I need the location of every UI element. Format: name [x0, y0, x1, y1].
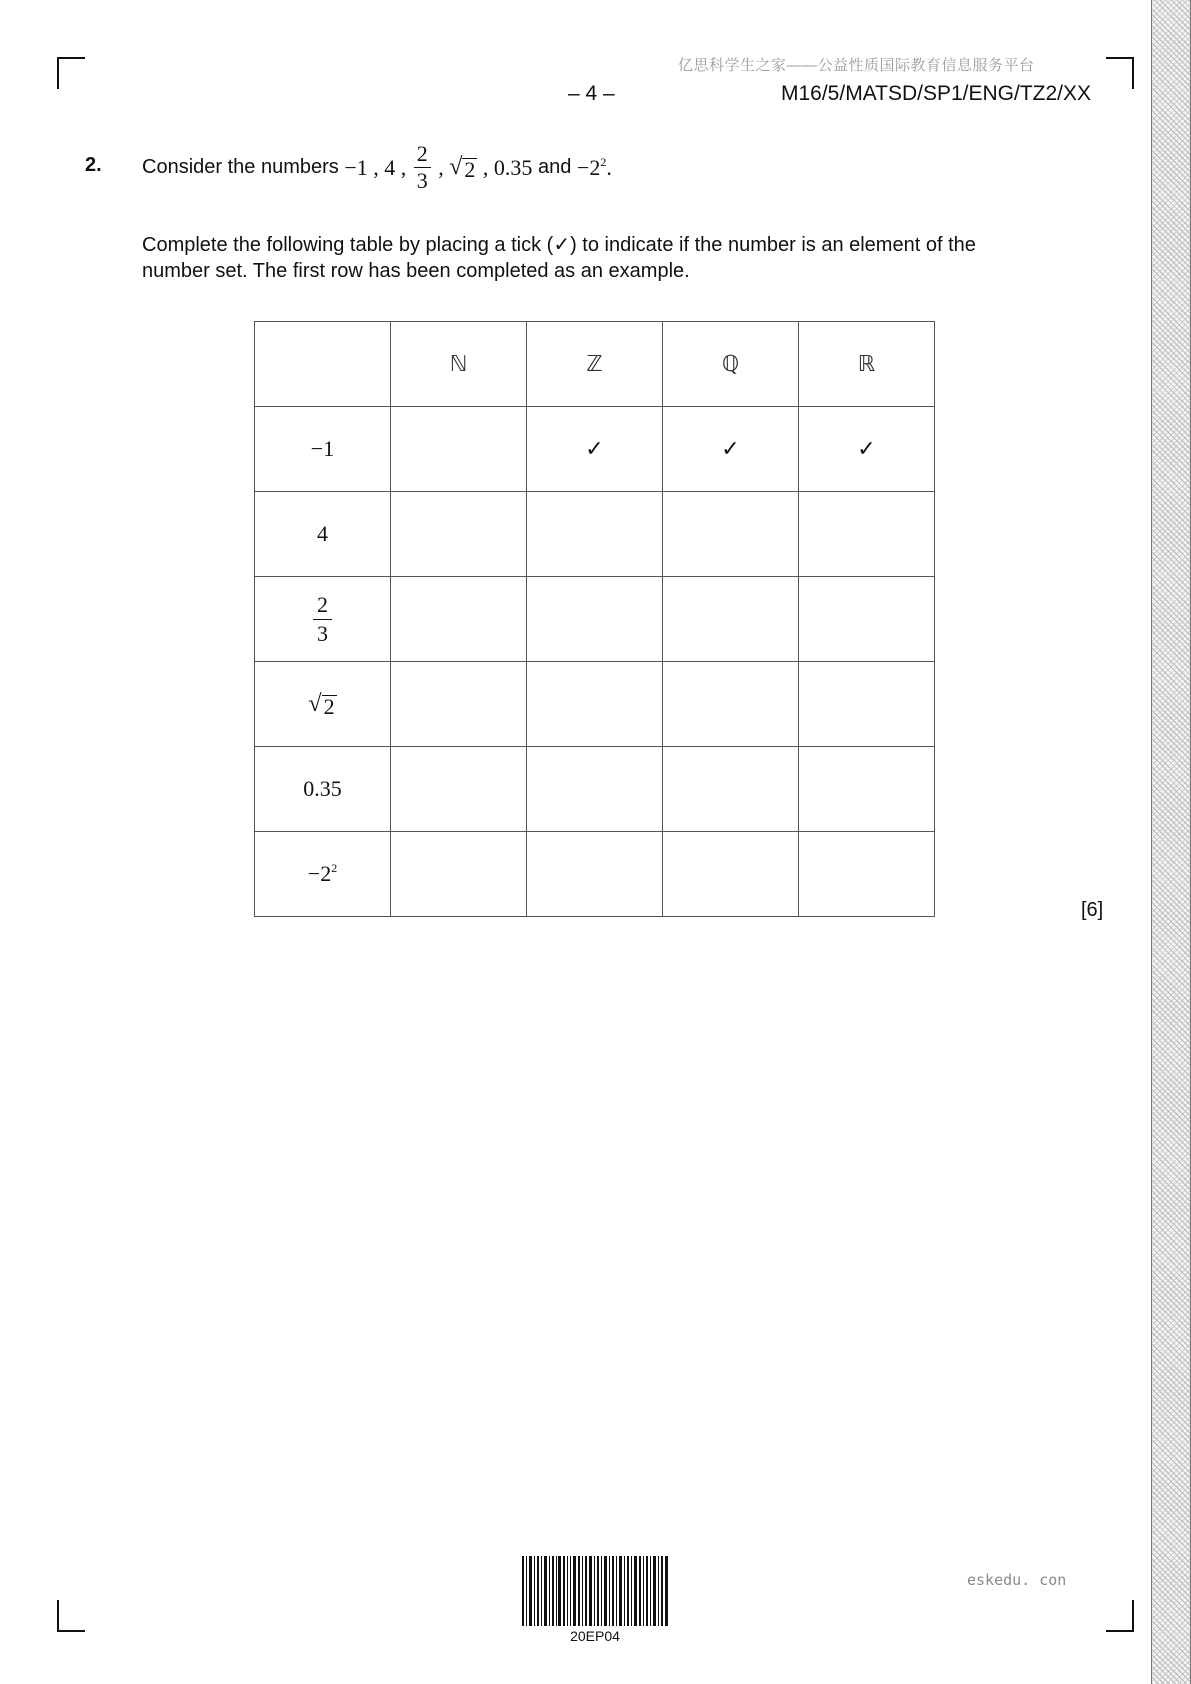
column-header-rationals: ℚ: [663, 322, 799, 407]
answer-cell[interactable]: [527, 492, 663, 577]
table-header-row: [255, 322, 935, 407]
table-row: [255, 407, 935, 492]
root-two: √ 2: [308, 690, 335, 719]
number-neg-one: −1: [344, 154, 368, 180]
crop-mark-bottom-left: [57, 1600, 85, 1632]
question-statement: Consider the numbers −1 , 4 , $\frac{2}{3}$ , √ 2 , 0.35 and $-2^2$ .: [142, 141, 612, 193]
row-label: −1: [255, 407, 391, 492]
row-label: 0.35: [255, 747, 391, 832]
answer-cell: ✓: [527, 407, 663, 492]
table-row: [255, 662, 935, 747]
answer-cell[interactable]: [527, 747, 663, 832]
answer-cell[interactable]: [391, 832, 527, 917]
page-number: – 4 –: [568, 82, 615, 105]
answer-cell[interactable]: [663, 747, 799, 832]
answer-cell: ✓: [799, 407, 935, 492]
number-two-thirds: $\frac{2}{3}$: [414, 141, 431, 194]
answer-cell[interactable]: [527, 577, 663, 662]
column-header-naturals: ℕ: [391, 322, 527, 407]
number-neg-two-squared: $-2^2$: [576, 154, 607, 180]
answer-cell[interactable]: [663, 832, 799, 917]
answer-cell[interactable]: [799, 492, 935, 577]
column-header-reals: ℝ: [799, 322, 935, 407]
instruction-text: Complete the following table by placing a tick (✓) to indicate if the number is an element of the number set. The first row has been completed as an example.: [142, 234, 976, 282]
footer-site-text: eskedu. con: [967, 1571, 1067, 1589]
answer-cell[interactable]: [663, 492, 799, 577]
marks-allocation: [6]: [1081, 899, 1104, 921]
answer-cell[interactable]: [391, 492, 527, 577]
table-row: [255, 747, 935, 832]
table-row: [255, 577, 935, 662]
row-label: $-2^2$: [255, 832, 391, 917]
number-four: 4: [384, 154, 396, 180]
and-text: and: [532, 156, 577, 178]
table-row: [255, 492, 935, 577]
answer-cell[interactable]: [663, 577, 799, 662]
watermark-text: 亿思科学生之家——公益性质国际教育信息服务平台: [678, 57, 1035, 74]
answer-cell: [391, 407, 527, 492]
barcode-image: [522, 1556, 668, 1626]
answer-cell[interactable]: [799, 577, 935, 662]
crop-mark-bottom-right: [1106, 1600, 1134, 1632]
answer-cell[interactable]: [391, 747, 527, 832]
crop-mark-top-right: [1106, 57, 1134, 89]
barcode-label: 20EP04: [570, 1628, 620, 1644]
answer-cell[interactable]: [391, 662, 527, 747]
number-root-two: √ 2: [449, 154, 476, 182]
question-number: 2.: [85, 154, 102, 176]
crop-mark-top-left: [57, 57, 85, 89]
answer-cell[interactable]: [799, 662, 935, 747]
answer-cell[interactable]: [799, 747, 935, 832]
row-label: [255, 577, 391, 662]
question-intro: Consider the numbers: [142, 156, 345, 178]
table-row: [255, 832, 935, 917]
page-margin-stripe: [1151, 0, 1191, 1684]
answer-cell[interactable]: [527, 832, 663, 917]
answer-cell[interactable]: [527, 662, 663, 747]
number-decimal: 0.35: [493, 154, 533, 180]
row-label: 4: [255, 492, 391, 577]
answer-cell[interactable]: [391, 577, 527, 662]
answer-cell[interactable]: [663, 662, 799, 747]
paper-code: M16/5/MATSD/SP1/ENG/TZ2/XX: [781, 82, 1092, 105]
table-corner-cell: [255, 322, 391, 407]
column-header-integers: ℤ: [527, 322, 663, 407]
answer-cell[interactable]: [799, 832, 935, 917]
number-set-table: [254, 321, 935, 917]
answer-cell: ✓: [663, 407, 799, 492]
row-label: [255, 662, 391, 747]
fraction-two-thirds: $\frac{2}{3}$: [313, 591, 332, 648]
